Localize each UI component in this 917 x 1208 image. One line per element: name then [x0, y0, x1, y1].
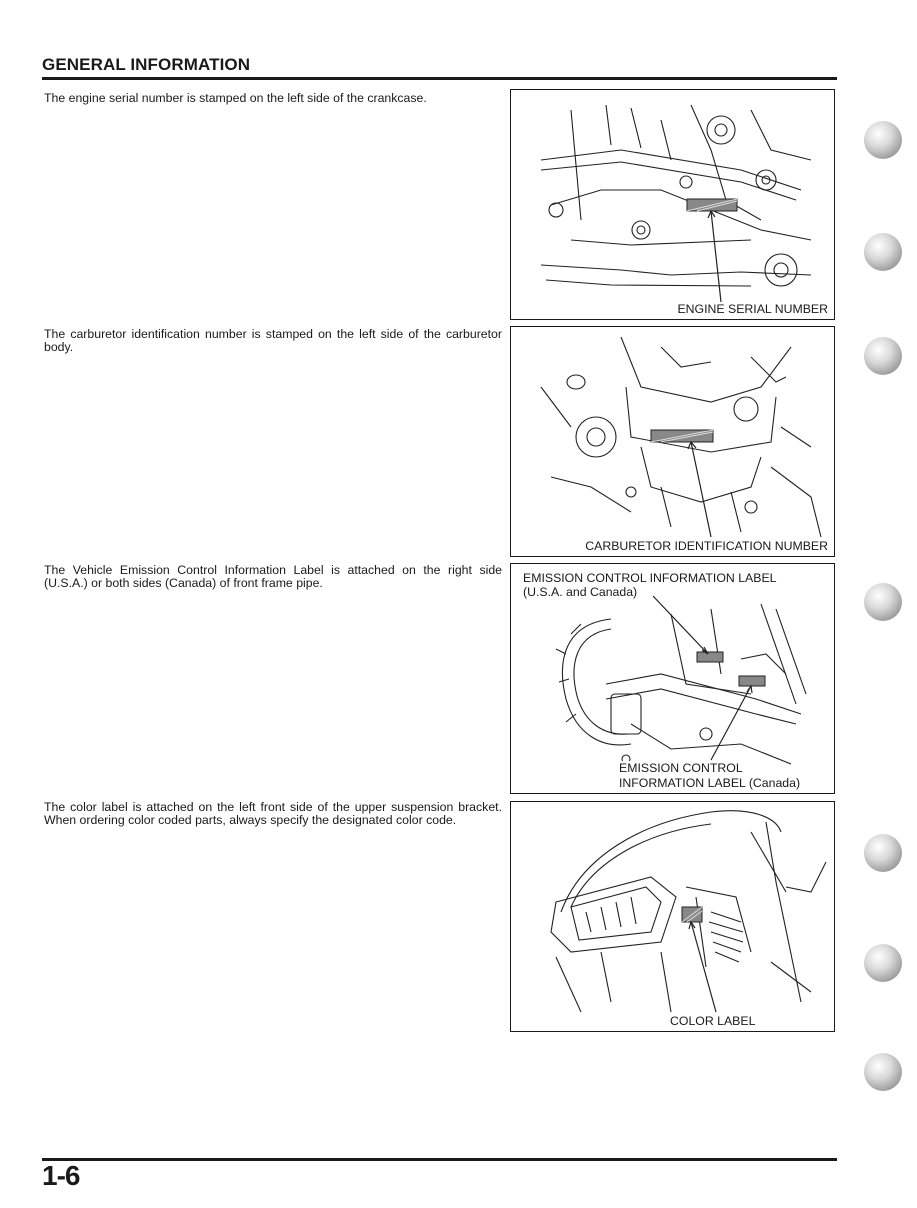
index-tab-mark — [864, 233, 902, 271]
carburetor-id-label: CARBURETOR IDENTIFICATION NUMBER — [585, 539, 828, 553]
emission-label-canada-line1: EMISSION CONTROL — [619, 761, 743, 775]
emission-label-paragraph: The Vehicle Emission Control Information Label is attached on the right side (U.S.A.) or both sides (Canada) of front frame pipe. — [44, 563, 502, 590]
engine-serial-paragraph: The engine serial number is stamped on the left side of the crankcase. — [44, 91, 427, 105]
carburetor-figure — [510, 326, 835, 557]
index-tab-mark — [864, 337, 902, 375]
engine-serial-label: ENGINE SERIAL NUMBER — [677, 302, 828, 316]
index-tab-mark — [864, 1053, 902, 1091]
title-rule — [42, 77, 837, 80]
headlight-illustration — [511, 802, 836, 1033]
index-tab-mark — [864, 583, 902, 621]
page-number: 1-6 — [42, 1160, 80, 1191]
engine-illustration — [511, 90, 836, 321]
color-label-paragraph: The color label is attached on the left front side of the upper suspension bracket. When ordering color coded parts, always specify the designated color code. — [44, 800, 502, 827]
index-tab-mark — [864, 121, 902, 159]
emission-label-caption: EMISSION CONTROL INFORMATION LABEL — [523, 571, 777, 585]
footer-rule — [42, 1158, 837, 1161]
section-title: GENERAL INFORMATION — [42, 55, 251, 74]
emission-label-region: (U.S.A. and Canada) — [523, 585, 638, 599]
carburetor-paragraph: The carburetor identification number is stamped on the left side of the carburetor body. — [44, 327, 502, 354]
index-tab-mark — [864, 834, 902, 872]
engine-serial-figure — [510, 89, 835, 320]
color-label-figure — [510, 801, 835, 1032]
index-tab-mark — [864, 944, 902, 982]
carburetor-illustration — [511, 327, 836, 558]
emission-label-figure — [510, 563, 835, 794]
emission-label-canada-line2: INFORMATION LABEL (Canada) — [619, 776, 801, 790]
color-label-caption: COLOR LABEL — [670, 1014, 756, 1028]
